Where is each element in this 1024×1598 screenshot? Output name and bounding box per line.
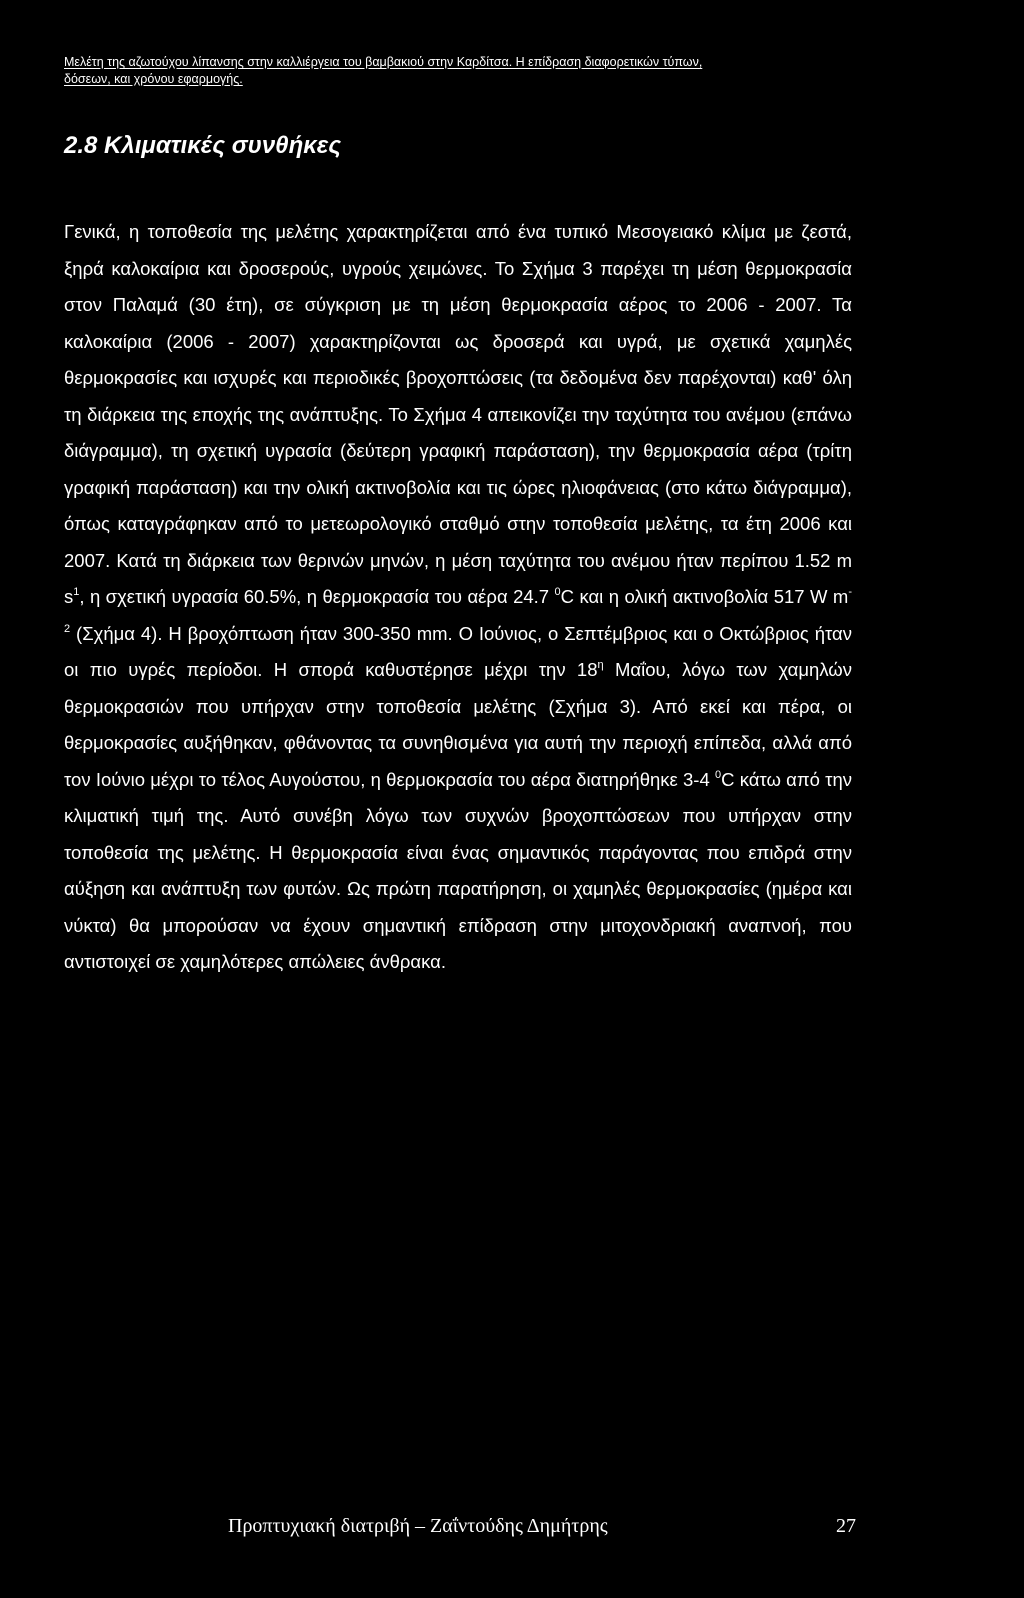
paragraph-text-2: , η σχετική υγρασία 60.5%, η θερμοκρασία του αέρα 24.7 bbox=[79, 586, 555, 607]
footer-text: Προπτυχιακή διατριβή – Ζαΐντούδης Δημήτρης bbox=[228, 1515, 608, 1537]
running-header-line-2: δόσεων, και χρόνου εφαρμογής. bbox=[64, 72, 243, 86]
superscript-exponent-2: -2 bbox=[64, 586, 852, 635]
paragraph-text-1: Γενικά, η τοποθεσία της μελέτης χαρακτηρίζεται από ένα τυπικό Μεσογειακό κλίμα με ζεστά, ξηρά καλοκαίρια και δροσερούς, υγρούς χειμώνες. Το Σχήμα 3 παρέχει τη μέση θερμοκρασία στον Παλαμά (30 έτη), σε σύγκριση με τη μέση θερμοκρασία αέρος το 2006 - 2007. Τα καλοκαίρια (2006 - 2007) χαρακτηρίζονται ως δροσερά και υγρά, με σχετικά χαμηλές θερμοκρασίες και ισχυρές και περιοδικές βροχοπτώσεις (τα δεδομένα δεν παρέχονται) καθ' όλη τη διάρκεια της εποχής της ανάπτυξης. Το Σχήμα 4 απεικονίζει την ταχύτητα του ανέμου (επάνω διάγραμμα), τη σχετική υγρασία (δεύτερη γραφική παράσταση), την θερμοκρασία αέρα (τρίτη γραφική παράσταση) και την ολική ακτινοβολία και τις ώρες ηλιοφάνειας (στο κάτω διάγραμμα), όπως καταγράφηκαν από το μετεωρολογικό σταθμό στην τοποθεσία μελέτης, τα έτη 2006 και 2007. Κατά τη διάρκεια των θερινών μηνών, η μέση ταχύτητα του ανέμου ήταν περίπου 1.52 m s bbox=[64, 221, 852, 607]
section-title: 2.8 Κλιματικές συνθήκες bbox=[64, 132, 342, 159]
paragraph-text-3: C και η ολική ακτινοβολία 517 W m bbox=[560, 586, 849, 607]
superscript-degree-1: 0 bbox=[554, 586, 561, 598]
paragraph-text-6: C κάτω από την κλιματική τιμή της. Αυτό συνέβη λόγω των συχνών βροχοπτώσεων που υπήρχαν στην τοποθεσία της μελέτης. Η θερμοκρασία είναι ένας σημαντικός παράγοντας που επιδρά στην αύξηση και ανάπτυξη των φυτών. Ως πρώτη παρατήρηση, οι χαμηλές θερμοκρασίες (ημέρα και νύκτα) θα μπορούσαν να έχουν σημαντική επίδραση στην μιτοχονδριακή αναπνοή, που αντιστοιχεί σε χαμηλότερες απώλειες άνθρακα. bbox=[64, 768, 852, 972]
running-header-line-1: Μελέτη της αζωτούχου λίπανσης στην καλλιέργεια του βαμβακιού στην Καρδίτσα. Η επίδραση διαφορετικών τύπων, bbox=[64, 55, 703, 69]
superscript-degree-2: 0 bbox=[714, 768, 722, 781]
body-paragraph bbox=[64, 214, 852, 981]
page-number: 27 bbox=[836, 1515, 856, 1537]
paragraph-text-5: Μαΐου, λόγω των χαμηλών θερμοκρασιών που υπήρχαν στην τοποθεσία μελέτης (Σχήμα 3). Από εκεί και πέρα, οι θερμοκρασίες αυξήθηκαν, φθάνοντας τα συνηθισμένα για αυτή την περιοχή επίπεδα, αλλά από τον Ιούνιο μέχρι το τέλος Αυγούστου, η θερμοκρασία του αέρα διατηρήθηκε 3-4 bbox=[64, 659, 852, 790]
superscript-ordinal: η bbox=[597, 659, 604, 671]
paragraph-text-4: (Σχήμα 4). Η βροχόπτωση ήταν 300-350 mm. Ο Ιούνιος, ο Σεπτέμβριος και ο Οκτώβριος ήταν οι πιο υγρές περίοδοι. Η σπορά καθυστέρησε μέχρι την 18 bbox=[64, 622, 852, 680]
running-header bbox=[64, 54, 864, 88]
superscript-exponent-1: 1 bbox=[73, 586, 80, 598]
